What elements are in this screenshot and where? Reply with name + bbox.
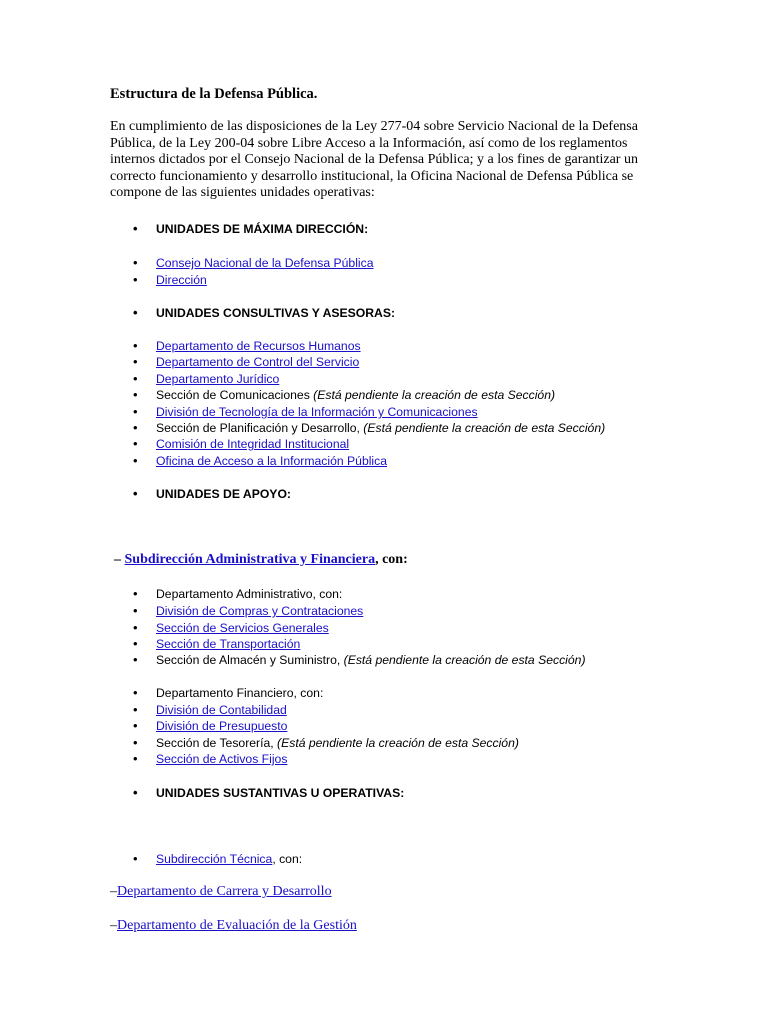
pending-note: (Está pendiente la creación de esta Sección)	[343, 653, 586, 667]
list-item	[156, 420, 605, 436]
list-item	[156, 453, 387, 469]
dash: –	[110, 918, 117, 933]
link-juridico[interactable]: Departamento Jurídico	[156, 372, 280, 386]
comunicaciones-label: Sección de Comunicaciones	[156, 388, 314, 402]
link-subdireccion-tecnica[interactable]: Subdirección Técnica	[156, 852, 273, 866]
link-evaluacion-gestion[interactable]: Departamento de Evaluación de la Gestión	[117, 918, 357, 933]
heading-sustantivas: • UNIDADES SUSTANTIVAS U OPERATIVAS:	[156, 785, 404, 801]
tesoreria-label: Sección de Tesorería,	[156, 736, 278, 750]
list-item	[156, 371, 279, 387]
heading-apoyo: • UNIDADES DE APOYO:	[156, 486, 291, 502]
link-consejo-nacional[interactable]: Consejo Nacional de la Defensa Pública	[156, 256, 374, 270]
list-item	[156, 255, 373, 271]
link-tecnologia[interactable]: División de Tecnología de la Información y Comunicaciones	[156, 405, 478, 419]
list-item	[156, 851, 302, 867]
link-compras[interactable]: División de Compras y Contrataciones	[156, 604, 364, 618]
subdireccion-admin-line	[114, 552, 408, 568]
list-item	[156, 586, 342, 602]
dash: –	[110, 884, 117, 899]
list-item	[156, 652, 586, 668]
list-item	[156, 272, 207, 288]
list-item	[156, 354, 359, 370]
link-subdireccion-administrativa[interactable]: Subdirección Administrativa y Financiera	[124, 552, 376, 567]
list-item	[156, 603, 363, 619]
document-title: Estructura de la Defensa Pública.	[110, 86, 318, 102]
pending-note: (Está pendiente la creación de esta Sección)	[277, 736, 519, 750]
departamento-administrativo-label: Departamento Administrativo, con:	[156, 587, 343, 601]
link-activos-fijos[interactable]: Sección de Activos Fijos	[156, 752, 288, 766]
link-integridad[interactable]: Comisión de Integridad Institucional	[156, 437, 350, 451]
link-servicios-generales[interactable]: Sección de Servicios Generales	[156, 621, 329, 635]
intro-paragraph: En cumplimiento de las disposiciones de la Ley 277-04 sobre Servicio Nacional de la Defensa Pública, de la Ley 200-04 sobre Libre Acceso a la Información, así como de los reglamentos internos dictados por el Consejo Nacional de la Defensa Pública; y a los fines de garantizar un correcto funcionamiento y desarrollo institucional, la Oficina Nacional de Defensa Pública se compone de las siguientes unidades operativas:	[110, 119, 638, 201]
list-item	[156, 702, 287, 718]
planificacion-label: Sección de Planificación y Desarrollo,	[156, 421, 364, 435]
link-direccion[interactable]: Dirección	[156, 273, 207, 287]
tecnica-suffix: , con:	[272, 852, 303, 866]
link-contabilidad[interactable]: División de Contabilidad	[156, 703, 287, 717]
heading-consultivas: • UNIDADES CONSULTIVAS Y ASESORAS:	[156, 305, 395, 321]
link-control-servicio[interactable]: Departamento de Control del Servicio	[156, 355, 360, 369]
link-acceso-informacion[interactable]: Oficina de Acceso a la Información Pública	[156, 454, 388, 468]
pending-note: (Está pendiente la creación de esta Sección)	[313, 388, 556, 402]
list-item	[156, 718, 287, 734]
list-item	[156, 751, 287, 767]
list-item	[156, 735, 519, 751]
departamento-financiero-label: Departamento Financiero, con:	[156, 686, 324, 700]
evaluacion-line	[110, 918, 357, 934]
link-transportacion[interactable]: Sección de Transportación	[156, 637, 301, 651]
list-item	[156, 436, 349, 452]
list-item	[156, 338, 361, 354]
list-item	[156, 387, 555, 403]
heading-maxima-direccion: • UNIDADES DE MÁXIMA DIRECCIÓN:	[156, 221, 368, 237]
link-carrera-desarrollo[interactable]: Departamento de Carrera y Desarrollo	[117, 884, 332, 899]
link-recursos-humanos[interactable]: Departamento de Recursos Humanos	[156, 339, 361, 353]
list-item	[156, 620, 329, 636]
link-presupuesto[interactable]: División de Presupuesto	[156, 719, 288, 733]
list-item	[156, 685, 323, 701]
carrera-line	[110, 884, 332, 900]
almacen-label: Sección de Almacén y Suministro,	[156, 653, 344, 667]
list-item	[156, 636, 300, 652]
pending-note: (Está pendiente la creación de esta Sección)	[363, 421, 606, 435]
subdir-suffix: , con:	[375, 552, 408, 567]
list-item	[156, 404, 478, 420]
dash: –	[114, 552, 125, 567]
